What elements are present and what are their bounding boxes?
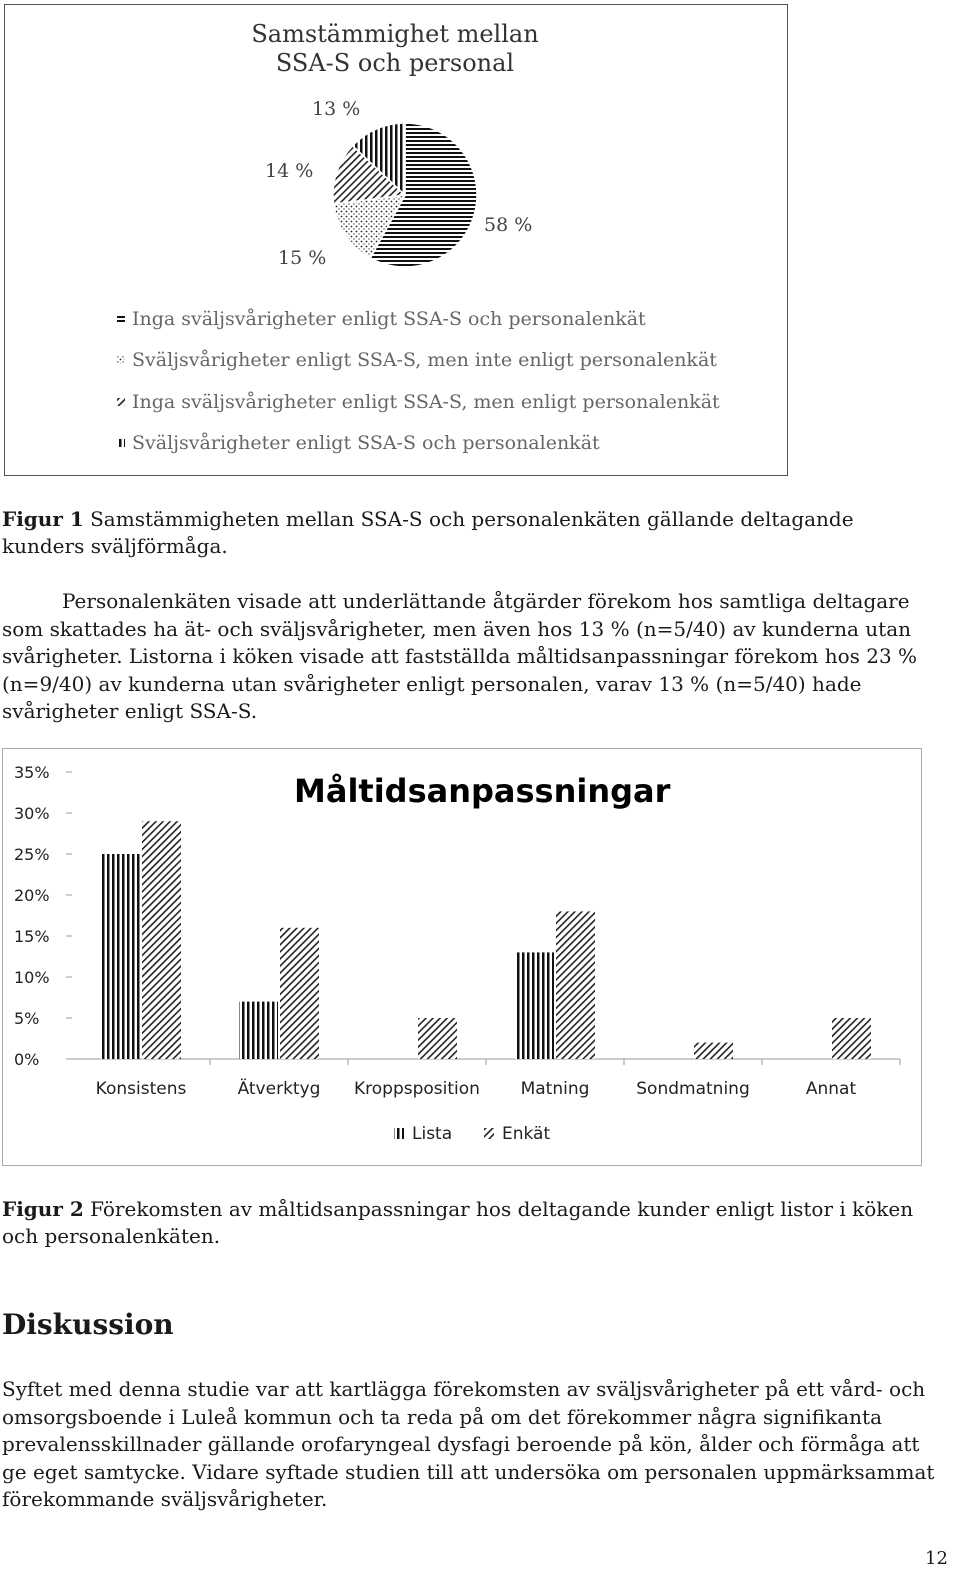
bar-enkät-0	[142, 821, 181, 1059]
dots-swatch	[114, 353, 128, 367]
pie-legend	[114, 298, 720, 464]
x-category-label: Konsistens	[95, 1079, 187, 1099]
caption-prefix: Figur 2	[2, 1197, 84, 1221]
legend-label: Enkät	[502, 1124, 551, 1144]
legend-swatch-lista	[394, 1128, 404, 1139]
legend-label: Sväljsvårigheter enligt SSA-S, men inte enligt personalenkät	[132, 349, 717, 372]
bar-lista-1	[239, 1002, 278, 1059]
vertical-stripes-swatch	[114, 436, 128, 450]
bar-enkät-1	[280, 928, 319, 1059]
pie-label-diagonal: 14 %	[265, 160, 314, 182]
y-tick-label: 35%	[14, 763, 50, 782]
figure2-caption	[2, 1196, 942, 1250]
figure1-caption	[2, 506, 942, 560]
legend-item	[114, 423, 720, 465]
pie-chart	[330, 120, 480, 270]
caption-prefix: Figur 1	[2, 507, 84, 531]
x-category-label: Matning	[520, 1079, 590, 1099]
y-tick-label: 25%	[14, 845, 50, 864]
caption-text: Förekomsten av måltidsanpassningar hos deltagande kunder enligt listor i köken och personalenkäten.	[2, 1197, 914, 1248]
discussion-paragraph: Syftet med denna studie var att kartlägga förekomsten av sväljsvårigheter på ett vård- och omsorgsboende i Luleå kommun och ta reda på om det förekommer några signifikanta prevalensskillnader gällande orofaryngeal dysfagi beroende på kön, ålder och förmåga att ge eget samtycke. Vidare syftade studien till att undersöka om personalen uppmärksammat förekommande sväljsvårigheter.	[2, 1377, 935, 1511]
results-paragraph: Personalenkäten visade att underlättande åtgärder förekom hos samtliga deltagare som skattades ha ät- och sväljsvårigheter, men även hos 13 % (n=5/40) av kunderna utan svårigheter. Listorna i köken visade att fastställda måltidsanpassningar förekom hos 23 % (n=9/40) av kunderna utan svårigheter enligt personalen, varav 13 % (n=5/40) hade svårigheter enligt SSA-S.	[2, 589, 918, 723]
bar-chart	[2, 748, 922, 1166]
y-tick-label: 10%	[14, 968, 50, 987]
legend-label: Inga sväljsvårigheter enligt SSA-S, men enligt personalenkät	[132, 390, 720, 413]
x-category-label: Ätverktyg	[237, 1079, 321, 1099]
pie-chart-title: Samstämmighet mellan SSA-S och personal	[251, 20, 539, 77]
legend-item	[114, 381, 720, 423]
y-tick-label: 30%	[14, 804, 50, 823]
legend-item	[114, 298, 720, 340]
diagonal-stripes-swatch	[114, 395, 128, 409]
y-tick-label: 20%	[14, 886, 50, 905]
x-category-label: Sondmatning	[636, 1079, 750, 1099]
x-category-label: Annat	[805, 1079, 857, 1099]
y-tick-label: 5%	[14, 1009, 40, 1028]
bar-enkät-3	[556, 911, 595, 1059]
bar-enkät-2	[418, 1018, 457, 1059]
legend-item	[114, 340, 720, 382]
bar-lista-0	[101, 854, 140, 1059]
pie-label-dots: 15 %	[278, 247, 327, 269]
pie-label-horizontal: 58 %	[484, 214, 533, 236]
bar-enkät-5	[832, 1018, 871, 1059]
pie-label-vertical: 13 %	[312, 98, 361, 120]
horizontal-stripes-swatch	[114, 312, 128, 326]
page-number: 12	[925, 1548, 948, 1569]
section-heading: Diskussion	[2, 1308, 174, 1341]
bar-lista-3	[515, 952, 554, 1059]
legend-label: Lista	[412, 1124, 453, 1144]
legend-label: Inga sväljsvårigheter enligt SSA-S och personalenkät	[132, 307, 646, 330]
legend-label: Sväljsvårigheter enligt SSA-S och personalenkät	[132, 432, 600, 455]
bar-chart-title: Måltidsanpassningar	[294, 772, 671, 810]
y-tick-label: 0%	[14, 1050, 40, 1069]
caption-text: Samstämmigheten mellan SSA-S och personalenkäten gällande deltagande kunders sväljförmåga.	[2, 507, 854, 558]
legend-swatch-enkät	[484, 1128, 494, 1139]
y-tick-label: 15%	[14, 927, 50, 946]
x-category-label: Kroppsposition	[354, 1079, 480, 1099]
bar-enkät-4	[694, 1043, 733, 1059]
